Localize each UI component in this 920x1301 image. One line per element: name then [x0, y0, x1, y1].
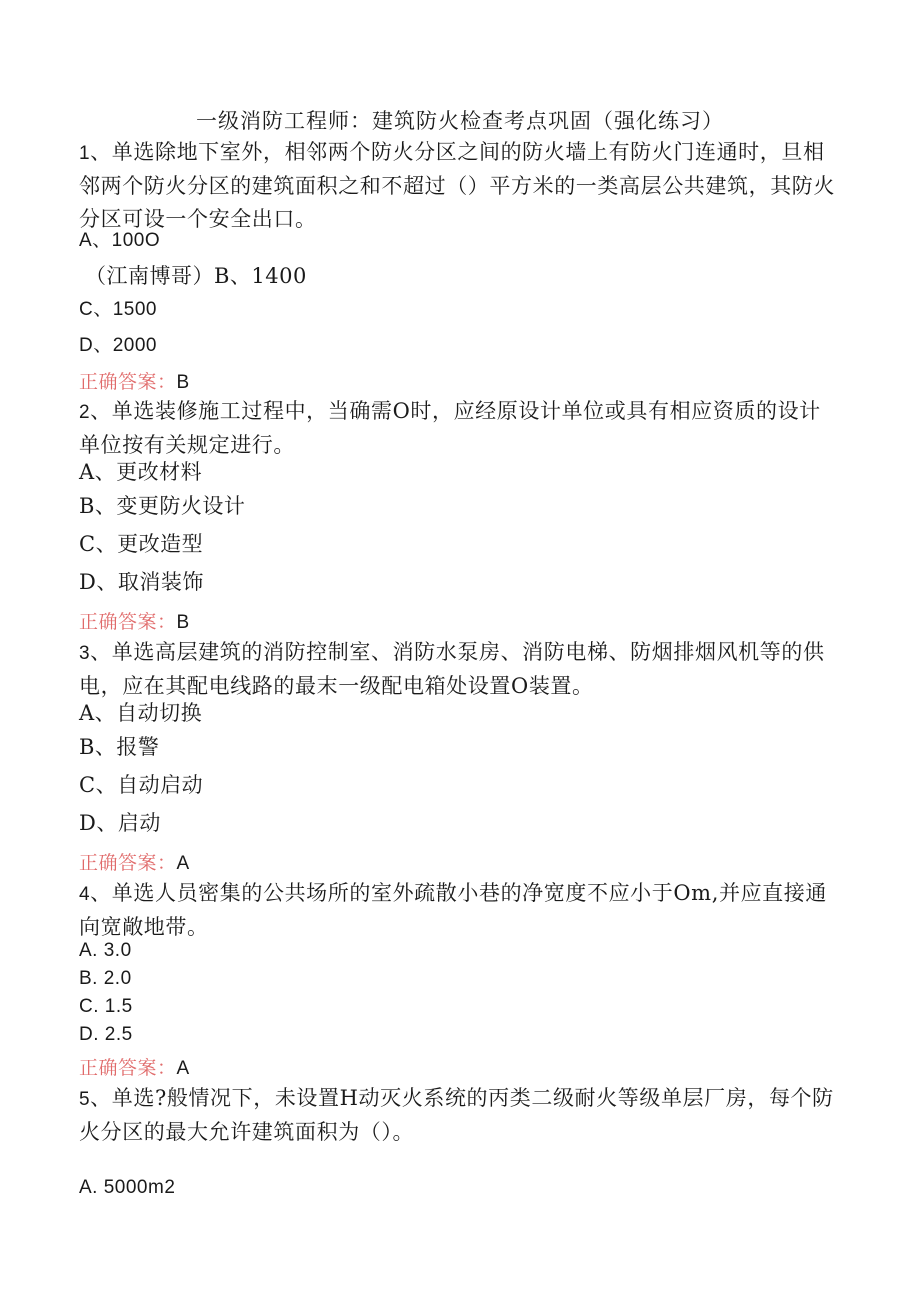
question-text: 、单选除地下室外，相邻两个防火分区之间的防火墙上有防火门连通时，旦相邻两个防火分区的建筑面积之和不超过（）平方米的一类高层公共建筑，其防火分区可设一个安全出口。 [79, 140, 835, 231]
option-b: （江南博哥）B、1400 [85, 264, 307, 288]
answer-label: 正确答案： [79, 371, 177, 393]
option-b: B. 2.0 [79, 968, 132, 989]
option-a: A、自动切换 [79, 701, 203, 725]
option-c: C. 1.5 [79, 996, 133, 1017]
question-3 [79, 636, 839, 703]
question-number: 2 [79, 402, 91, 423]
option-d: D、2000 [79, 335, 157, 356]
answer-value: A [176, 853, 190, 874]
answer-value: B [176, 372, 190, 393]
question-text: 、单选装修施工过程中，当确需O时，应经原设计单位或具有相应资质的设计单位按有关规定进行。 [79, 399, 821, 457]
answer-value: B [176, 612, 190, 633]
answer-label: 正确答案： [79, 1057, 177, 1079]
question-text: 、单选?般情况下，未设置H动灭火系统的丙类二级耐火等级单层厂房，每个防火分区的最大允许建筑面积为（）。 [79, 1086, 834, 1144]
question-number: 3 [79, 643, 91, 664]
question-number: 1 [79, 143, 91, 164]
answer-label: 正确答案： [79, 611, 177, 633]
question-text: 、单选高层建筑的消防控制室、消防水泵房、消防电梯、防烟排烟风机等的供电，应在其配电线路的最末一级配电箱处设置O装置。 [79, 640, 825, 698]
question-2 [79, 395, 839, 462]
question-1 [79, 136, 839, 236]
option-d: D. 2.5 [79, 1024, 133, 1045]
question-number: 5 [79, 1089, 91, 1110]
option-b: B、变更防火设计 [79, 494, 246, 518]
option-a: A. 5000m2 [79, 1177, 176, 1198]
answer-value: A [176, 1058, 190, 1079]
question-4 [79, 877, 839, 944]
option-b: B、报警 [79, 735, 160, 759]
option-a: A. 3.0 [79, 940, 132, 961]
question-text: 、单选人员密集的公共场所的室外疏散小巷的净宽度不应小于Om,并应直接通向宽敞地带。 [79, 881, 827, 939]
option-a: A、更改材料 [79, 460, 203, 484]
option-c: C、更改造型 [79, 532, 204, 556]
option-c: C、1500 [79, 299, 157, 320]
question-5 [79, 1082, 839, 1149]
answer-line [79, 608, 479, 637]
answer-label: 正确答案： [79, 852, 177, 874]
option-a: A、100O [79, 230, 161, 251]
answer-line [79, 849, 479, 878]
page-title: 一级消防工程师：建筑防火检查考点巩固（强化练习） [196, 109, 724, 133]
option-d: D、启动 [79, 811, 161, 835]
answer-line [79, 368, 479, 397]
option-c: C、自动启动 [79, 773, 204, 797]
answer-line [79, 1054, 479, 1083]
option-d: D、取消装饰 [79, 570, 204, 594]
question-number: 4 [79, 884, 91, 905]
